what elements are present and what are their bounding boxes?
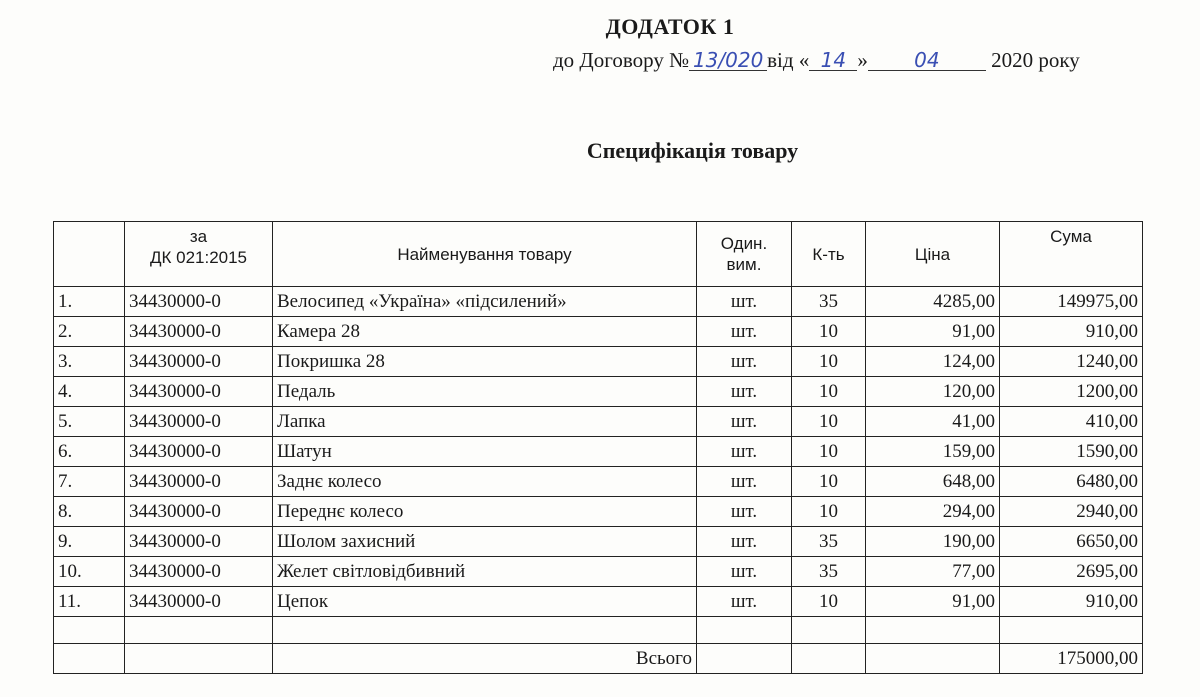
contract-number: 13/020	[689, 50, 767, 71]
row-sum: 1200,00	[1000, 377, 1143, 407]
row-product-name: Шолом захисний	[273, 527, 697, 557]
row-sum: 1590,00	[1000, 437, 1143, 467]
row-unit: шт.	[697, 497, 792, 527]
row-product-name: Цепок	[273, 587, 697, 617]
row-number: 3.	[54, 347, 125, 377]
row-unit: шт.	[697, 557, 792, 587]
row-quantity: 10	[792, 377, 866, 407]
table-row	[54, 407, 1143, 437]
col-sum-header: Сума	[1000, 222, 1143, 287]
empty-cell	[54, 617, 125, 644]
row-dk-code: 34430000-0	[125, 347, 273, 377]
row-number: 4.	[54, 377, 125, 407]
row-quantity: 35	[792, 557, 866, 587]
row-product-name: Покришка 28	[273, 347, 697, 377]
row-sum: 2695,00	[1000, 557, 1143, 587]
table-total-row	[54, 644, 1143, 674]
row-price: 294,00	[866, 497, 1000, 527]
row-dk-code: 34430000-0	[125, 287, 273, 317]
row-dk-code: 34430000-0	[125, 437, 273, 467]
row-price: 120,00	[866, 377, 1000, 407]
row-dk-code: 34430000-0	[125, 527, 273, 557]
col-num-header	[54, 222, 125, 287]
row-sum: 910,00	[1000, 317, 1143, 347]
col-price-header: Ціна	[866, 222, 1000, 287]
table-header-row	[54, 222, 1143, 287]
row-product-name: Педаль	[273, 377, 697, 407]
row-price: 91,00	[866, 317, 1000, 347]
row-unit: шт.	[697, 407, 792, 437]
row-sum: 6480,00	[1000, 467, 1143, 497]
table-row	[54, 437, 1143, 467]
col-code-header-line1: за	[189, 227, 208, 246]
col-unit-header-line2: вим.	[726, 255, 762, 274]
empty-cell	[866, 644, 1000, 674]
row-unit: шт.	[697, 587, 792, 617]
table-row	[54, 497, 1143, 527]
row-quantity: 10	[792, 467, 866, 497]
empty-cell	[125, 644, 273, 674]
contract-month: 04	[868, 50, 986, 71]
table-row	[54, 347, 1143, 377]
row-unit: шт.	[697, 467, 792, 497]
empty-cell	[1000, 617, 1143, 644]
contract-year: 2020 року	[991, 48, 1080, 72]
row-product-name: Камера 28	[273, 317, 697, 347]
row-number: 5.	[54, 407, 125, 437]
table-row	[54, 377, 1143, 407]
row-dk-code: 34430000-0	[125, 497, 273, 527]
row-quantity: 10	[792, 317, 866, 347]
row-dk-code: 34430000-0	[125, 407, 273, 437]
row-dk-code: 34430000-0	[125, 377, 273, 407]
row-product-name: Велосипед «Україна» «підсилений»	[273, 287, 697, 317]
day-close: »	[857, 48, 868, 72]
col-code-header	[125, 222, 273, 287]
row-quantity: 35	[792, 287, 866, 317]
row-quantity: 35	[792, 527, 866, 557]
row-number: 1.	[54, 287, 125, 317]
row-product-name: Переднє колесо	[273, 497, 697, 527]
row-unit: шт.	[697, 287, 792, 317]
row-dk-code: 34430000-0	[125, 317, 273, 347]
row-price: 124,00	[866, 347, 1000, 377]
row-quantity: 10	[792, 347, 866, 377]
row-sum: 910,00	[1000, 587, 1143, 617]
appendix-title: ДОДАТОК 1	[605, 14, 735, 39]
table-body	[54, 287, 1143, 617]
table-row	[54, 587, 1143, 617]
row-sum: 1240,00	[1000, 347, 1143, 377]
row-number: 10.	[54, 557, 125, 587]
empty-cell	[697, 644, 792, 674]
table-row	[54, 527, 1143, 557]
row-unit: шт.	[697, 437, 792, 467]
row-product-name: Желет світловідбивний	[273, 557, 697, 587]
row-product-name: Лапка	[273, 407, 697, 437]
row-quantity: 10	[792, 407, 866, 437]
col-unit-header	[697, 222, 792, 287]
contract-day: 14	[809, 50, 857, 71]
row-product-name: Шатун	[273, 437, 697, 467]
row-number: 8.	[54, 497, 125, 527]
contract-prefix: до Договору №	[553, 48, 690, 72]
row-price: 91,00	[866, 587, 1000, 617]
row-number: 11.	[54, 587, 125, 617]
table-row	[54, 557, 1143, 587]
empty-cell	[273, 617, 697, 644]
col-unit-header-line1: Один.	[720, 234, 768, 253]
row-dk-code: 34430000-0	[125, 557, 273, 587]
table-row	[54, 287, 1143, 317]
col-name-header: Найменування товару	[273, 222, 697, 287]
contract-reference	[553, 48, 1080, 73]
empty-cell	[792, 644, 866, 674]
table-row	[54, 467, 1143, 497]
col-qty-header: К-ть	[792, 222, 866, 287]
row-price: 190,00	[866, 527, 1000, 557]
date-from-label: від «	[767, 48, 810, 72]
row-number: 6.	[54, 437, 125, 467]
row-dk-code: 34430000-0	[125, 467, 273, 497]
empty-cell	[792, 617, 866, 644]
row-unit: шт.	[697, 377, 792, 407]
empty-cell	[866, 617, 1000, 644]
row-unit: шт.	[697, 317, 792, 347]
row-price: 159,00	[866, 437, 1000, 467]
row-unit: шт.	[697, 347, 792, 377]
row-sum: 149975,00	[1000, 287, 1143, 317]
empty-cell	[54, 644, 125, 674]
row-sum: 410,00	[1000, 407, 1143, 437]
empty-cell	[125, 617, 273, 644]
row-price: 77,00	[866, 557, 1000, 587]
spec-title: Специфікація товару	[586, 138, 799, 163]
row-price: 4285,00	[866, 287, 1000, 317]
col-code-header-line2: ДК 021:2015	[149, 248, 248, 267]
row-number: 9.	[54, 527, 125, 557]
table-empty-row	[54, 617, 1143, 644]
row-quantity: 10	[792, 497, 866, 527]
row-quantity: 10	[792, 437, 866, 467]
row-number: 7.	[54, 467, 125, 497]
row-number: 2.	[54, 317, 125, 347]
row-price: 41,00	[866, 407, 1000, 437]
empty-cell	[697, 617, 792, 644]
total-label: Всього	[273, 644, 697, 674]
row-unit: шт.	[697, 527, 792, 557]
row-dk-code: 34430000-0	[125, 587, 273, 617]
row-sum: 6650,00	[1000, 527, 1143, 557]
row-sum: 2940,00	[1000, 497, 1143, 527]
specification-table	[53, 221, 1143, 674]
row-product-name: Заднє колесо	[273, 467, 697, 497]
row-quantity: 10	[792, 587, 866, 617]
total-sum: 175000,00	[1000, 644, 1143, 674]
row-price: 648,00	[866, 467, 1000, 497]
table-row	[54, 317, 1143, 347]
